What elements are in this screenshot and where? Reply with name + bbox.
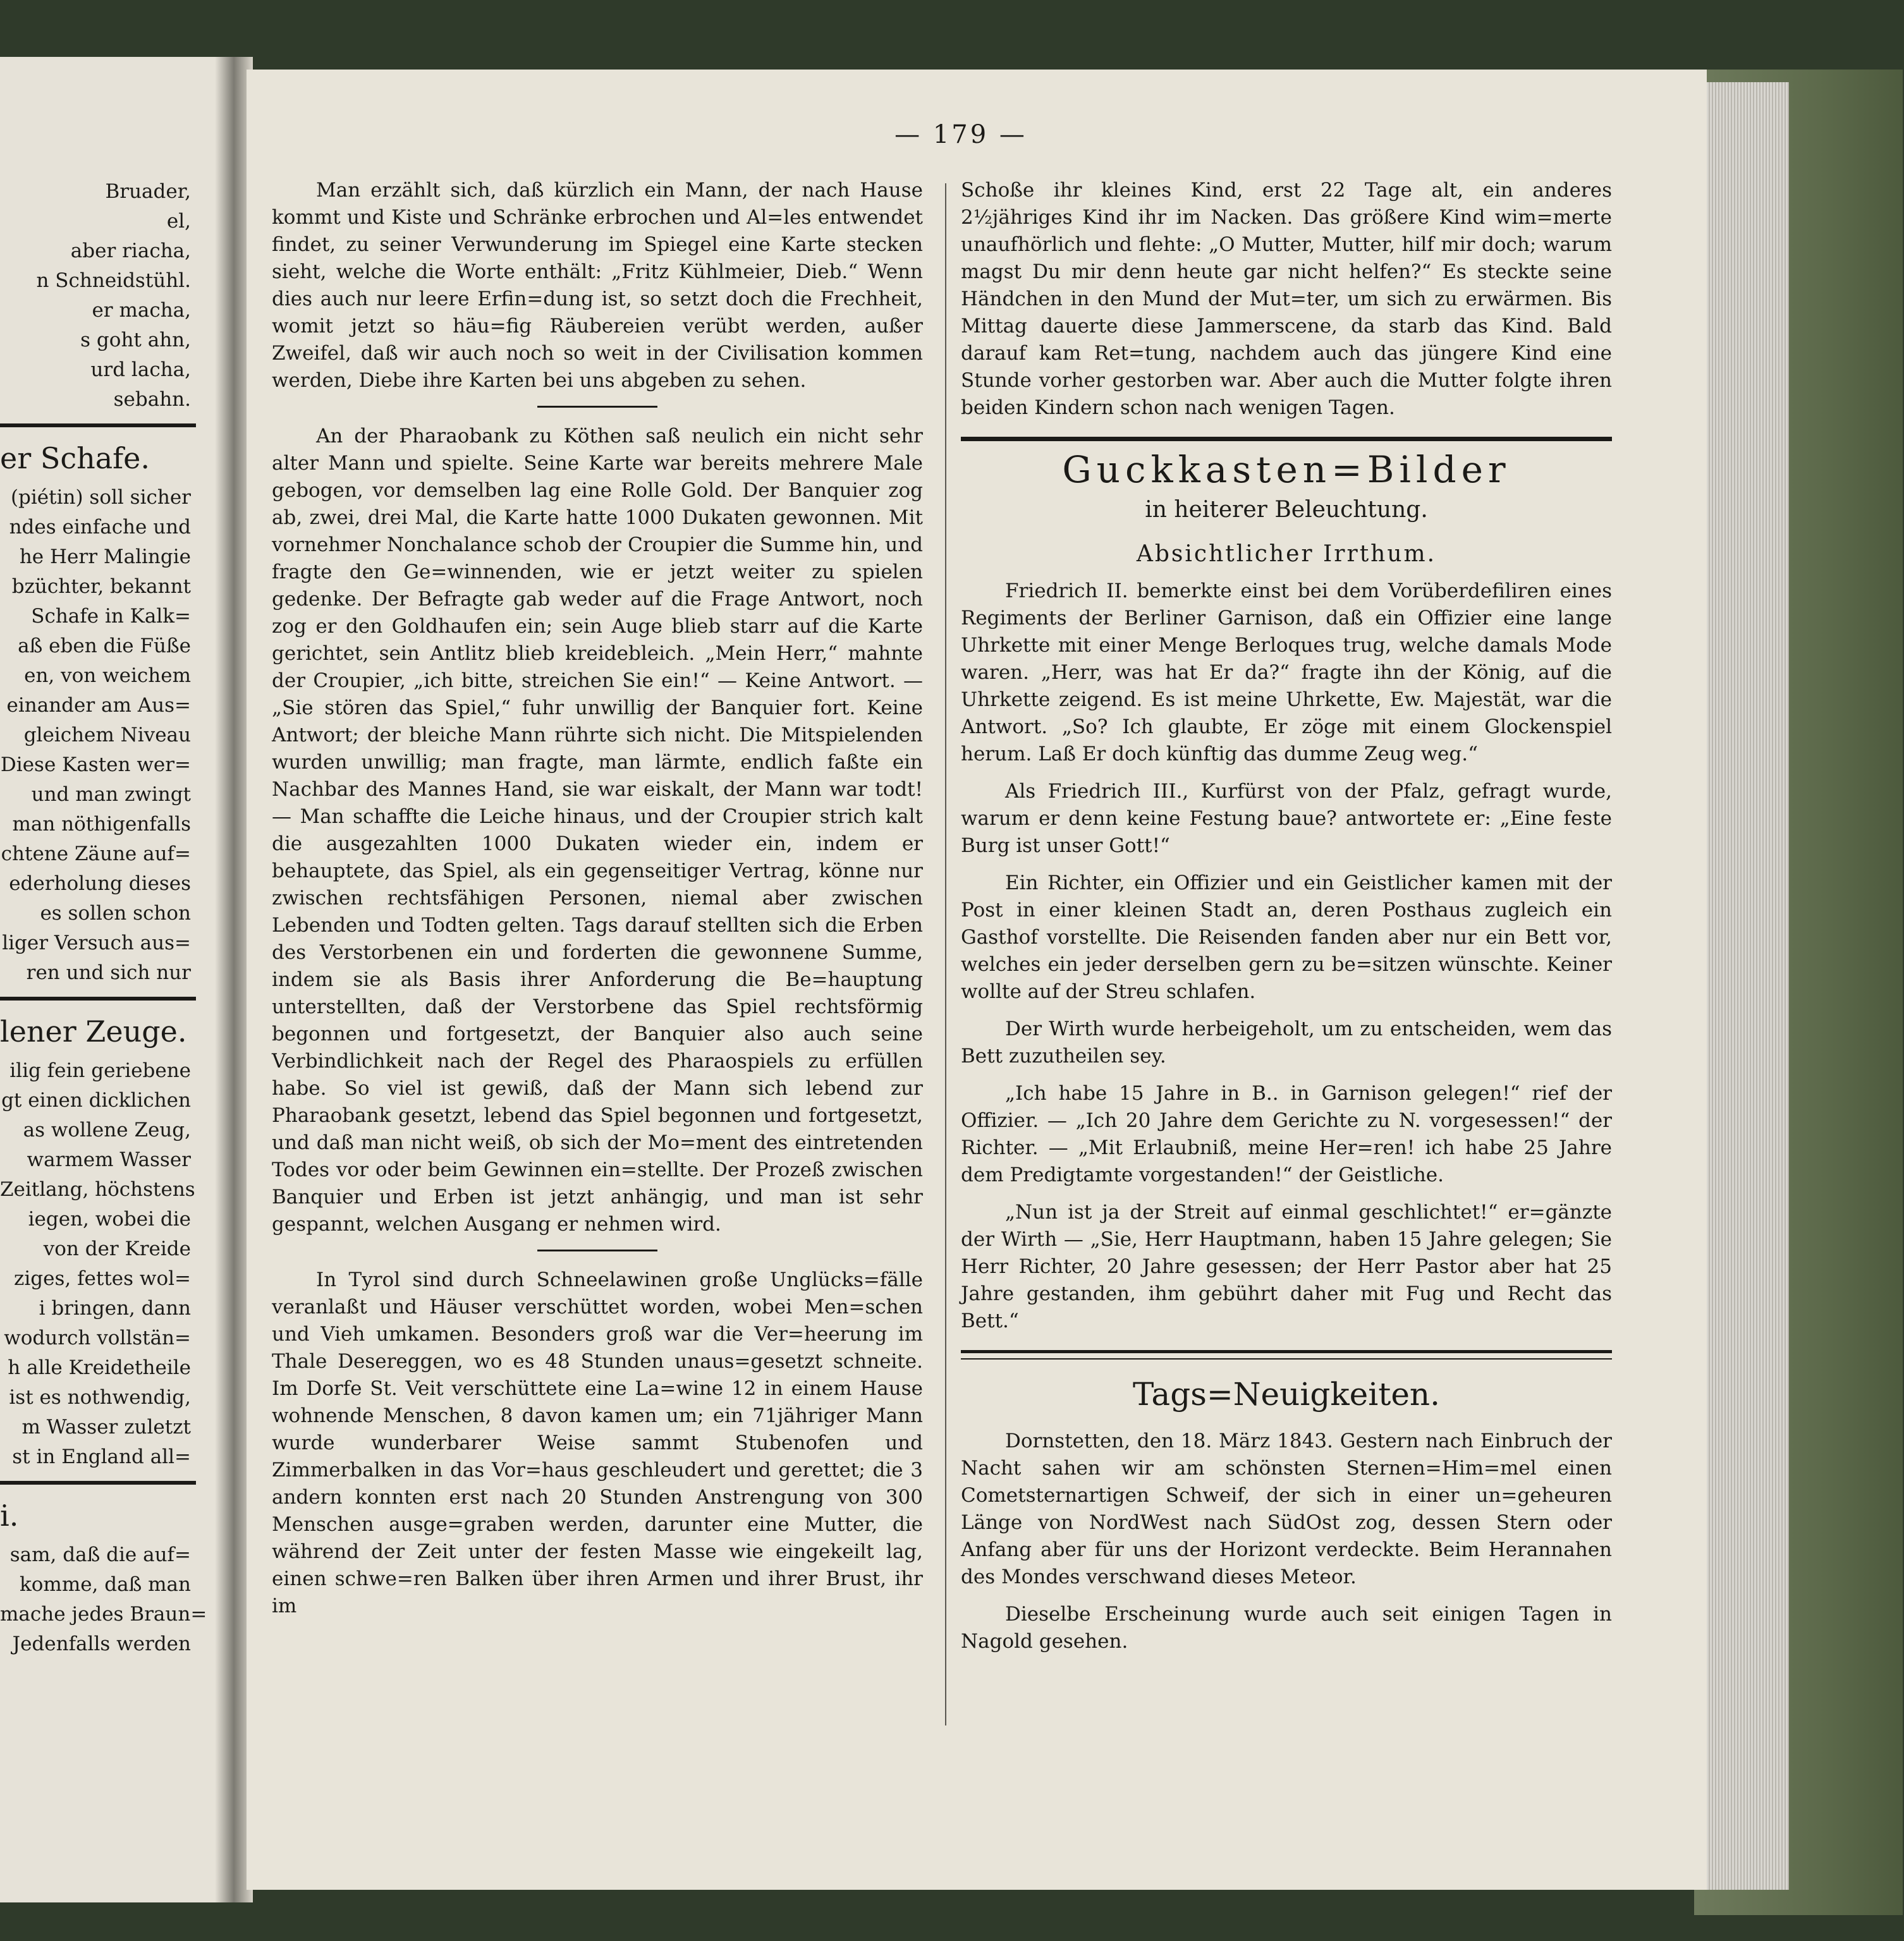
anecdote-title: Absichtlicher Irrthum. (1136, 541, 1437, 567)
left-page-line: Schafe in Kalk= (31, 605, 191, 628)
left-page-line: warmem Wasser (27, 1148, 191, 1171)
left-page-line: ilig fein geriebene (9, 1059, 191, 1082)
separator-rule (537, 406, 657, 408)
left-page-line: einander am Aus= (6, 694, 191, 717)
left-page-line: sam, daß die auf= (9, 1543, 191, 1566)
left-page-line: i bringen, dann (39, 1297, 191, 1320)
left-page-line: st in England all= (12, 1445, 191, 1468)
left-page-line: aber riacha, (70, 240, 191, 262)
left-page (0, 57, 221, 1902)
left-page-line: man nöthigenfalls (12, 813, 191, 836)
left-heading-1: er Schafe. (0, 441, 150, 475)
left-page-line: as wollene Zeug, (23, 1119, 191, 1141)
section-rule (961, 437, 1612, 441)
left-page-line: Diese Kasten wer= (0, 753, 191, 776)
left-page-line: von der Kreide (43, 1238, 191, 1260)
section-rule (961, 1350, 1612, 1353)
page-edges (1700, 82, 1789, 1890)
left-page-line: n Schneidstühl. (36, 269, 191, 292)
left-page-line: s goht ahn, (80, 329, 191, 351)
left-page-line: el, (166, 210, 191, 233)
left-page-line: ist es nothwendig, (9, 1386, 191, 1409)
left-page-line: iegen, wobei die (28, 1208, 191, 1231)
left-page-line: ren und sich nur (26, 961, 191, 984)
left-page-line: urd lacha, (90, 358, 191, 381)
article-tyrol-continued: Schoße ihr kleines Kind, erst 22 Tage alt, ein anderes 2½jähriges Kind ihr im Nacken. Das größere Kind wim=merte unaufhörlich und flehte: „O Mutter, Mutter, hilf mir doch; warum magst Du mir denn heute gar nicht helfen?“ Es steckte seine Händchen in den Mund der Mut=ter, um sich zu erwärmen. Bis Mittag dauerte diese Jammerscene, da starb das Kind. Bald darauf kam Ret=tung, nachdem auch das jüngere Kind eine Stunde vorher gestorben war. Aber auch die Mutter folgte ihren beiden Kindern schon nach wenigen Tagen. (961, 179, 1612, 419)
anecdote-bed-dispute-3: „Ich habe 15 Jahre in B.. in Garnison gelegen!“ rief der Offizier. — „Ich 20 Jahre dem Gerichte zu N. vorgesessen!“ der Richter. — „Mit Erlaubniß, meine Her=ren! ich habe 25 Jahre dem Predigtamte vorgestanden!“ der Geistliche. (961, 1082, 1612, 1186)
left-page-line: h alle Kreidetheile (8, 1356, 191, 1379)
left-page-line: mache jedes Braun= (0, 1603, 207, 1626)
column-left (272, 177, 923, 1630)
left-page-line: ziges, fettes wol= (14, 1267, 191, 1290)
article-pharaobank: An der Pharaobank zu Köthen saß neulich ein nicht sehr alter Mann und spielte. Seine Karte war bereits mehrere Male gebogen, vor demselben lag eine Rolle Gold. Der Banquier zog ab, zwei, drei Mal, die Karte hatte 1000 Dukaten gewonnen. Mit vornehmer Nonchalance schob der Croupier die Summe hin, und fragte den Ge=winnenden, wie er jetzt weiter zu spielen gedenke. Der Befragte gab weder auf die Frage Antwort, noch zog er den Goldhaufen ein; sein Auge blieb starr auf die Karte gerichtet, sein Antlitz blieb kreidebleich. „Mein Herr,“ mahnte der Croupier, „ich bitte, streichen Sie ein!“ — Keine Antwort. — „Sie stören das Spiel,“ fuhr unwillig der Banquier fort. Keine Antwort; der bleiche Mann rührte sich nicht. Die Mitspielenden wurden unwillig; man fragte, man lärmte, endlich faßte ein Nachbar des Mannes Hand, sie war eiskalt, der Mann war todt! — Man schaffte die Leiche hinaus, und der Croupier strich kalt die ausgezahlten 1000 Dukaten wieder ein, indem er behauptete, das Spiel, als ein gegenseitiger Vertrag, könne nur zwischen rechtsfähigen Personen, niemal aber zwischen Lebenden und Todten gelten. Tags darauf stellten sich die Erben des Verstorbenen ein und forderten die gewonnene Summe, indem sie als Basis ihrer Anforderung die Be=hauptung unterstellten, daß der Verstorbene das Spiel rechtsförmig begonnen und fortgesetzt, der Banquier also auch seine Verbindlichkeit nach der Regel des Pharaospiels zu erfüllen habe. So viel ist gewiß, daß der Mann sich lebend zur Pharaobank gesetzt, lebend das Spiel begonnen und fortgesetzt, und daß man nicht weiß, ob sich der Mo=ment des eintretenden Todes vor oder beim Gewinnen ein=stellte. Der Prozeß zwischen Banquier und Erben ist jetzt anhängig, und man ist sehr gespannt, welchen Ausgang er nehmen wird. (272, 425, 923, 1236)
anecdote-friedrich-ii: Friedrich II. bemerkte einst bei dem Vorüberdefiliren eines Regiments der Berliner Garnison, daß ein Offizier eine lange Uhrkette mit einer Menge Berloques trug, welche damals Mode waren. „Herr, was hat Er da?“ fragte ihn der König, auf die Uhrkette zeigend. Es ist meine Uhrkette, Ew. Majestät, war die Antwort. „So? Ich glaubte, Er zöge mit einem Glockenspiel herum. Laß Er doch künftig das dumme Zeug weg.“ (961, 580, 1612, 765)
left-page-line: m Wasser zuletzt (21, 1416, 191, 1439)
left-page-line: bzüchter, bekannt (11, 575, 191, 598)
news-title: Tags=Neuigkeiten. (1132, 1376, 1441, 1413)
left-page-column (0, 177, 209, 1659)
left-middle-block (0, 483, 209, 988)
anecdote-friedrich-iii: Als Friedrich III., Kurfürst von der Pfalz, gefragt wurde, warum er denn keine Festung baue? antwortete er: „Eine feste Burg ist unser Gott!“ (961, 780, 1612, 857)
left-page-line: liger Versuch aus= (2, 932, 191, 954)
separator-rule (537, 1250, 657, 1251)
left-page-line: und man zwingt (31, 783, 191, 806)
left-page-line: aß eben die Füße (18, 635, 191, 657)
section-rule-thin (961, 1358, 1612, 1360)
left-page-line: es sollen schon (40, 902, 191, 925)
left-bottom-block (0, 1540, 209, 1659)
left-page-line: gt einen dicklichen (1, 1089, 191, 1112)
left-page-line: he Herr Malingie (19, 545, 191, 568)
left-page-line: sebahn. (113, 388, 191, 411)
left-page-line: en, von weichem (24, 664, 191, 687)
column-divider (945, 183, 946, 1725)
left-heading-2: lener Zeuge. (0, 1014, 187, 1049)
left-top-block (0, 177, 209, 415)
left-rule (0, 1481, 196, 1485)
left-page-line: Bruader, (105, 180, 191, 203)
left-page-line: Zeitlang, höchstens (0, 1178, 195, 1201)
anecdote-bed-dispute-4: „Nun ist ja der Streit auf einmal geschlichtet!“ er=gänzte der Wirth — „Sie, Herr Hauptmann, haben 15 Jahre gelegen; Sie Herr Richter, 20 Jahre gesessen; der Herr Pastor aber hat 25 Jahre gestanden, ihm gebührt daher mit Fug und Recht das Bett.“ (961, 1201, 1612, 1332)
left-page-line: (piétin) soll sicher (10, 486, 191, 509)
left-page-line: komme, daß man (19, 1573, 191, 1596)
left-page-line: er macha, (92, 299, 191, 322)
left-page-line: gleichem Niveau (23, 724, 191, 746)
article-tyrol-avalanche: In Tyrol sind durch Schneelawinen große Unglücks=fälle veranlaßt und Häuser verschüttet worden, wobei Men=schen und Vieh umkamen. Besonders groß war die Ver=heerung im Thale Desereggen, wo es 48 Stunden unaus=gesetzt schneite. Im Dorfe St. Veit verschüttete eine La=wine 12 in einem Hause wohnende Menschen, 8 davon kamen um; ein 71jähriger Mann wurde wunderbarer Weise sammt Stubenofen und Zimmerbalken in das Vor=haus geschleudert und gerettet; die 3 andern konnten erst nach 20 Stunden Anstrengung von 300 Menschen ausge=graben werden, darunter eine Mutter, die während der Zeit unter der festen Masse wie eingekeilt lag, einen schwe=ren Balken über ihren Armen und ihrer Brust, ihr im (272, 1269, 923, 1617)
anecdote-bed-dispute: Ein Richter, ein Offizier und ein Geistlicher kamen mit der Post in einer kleinen Stadt an, deren Posthaus zugleich ein Gasthof vorstellte. Die Reisenden fanden aber nur ein Bett vor, welches ein jeder derselben gern zu be=sitzen wünschte. Keiner wollte auf der Streu schlafen. (961, 872, 1612, 1003)
left-page-line: wodurch vollstän= (4, 1327, 191, 1349)
news-comet: Dornstetten, den 18. März 1843. Gestern nach Einbruch der Nacht sahen wir am schönsten Sternen=Him=mel einen Cometsternartigen Schweif, der sich in einer un=geheuren Länge von NordWest nach SüdOst zog, dessen Stern oder Anfang aber für uns der Horizont verdeckte. Beim Herannahen des Mondes verschwand dieses Meteor. (961, 1430, 1612, 1588)
left-lower-block (0, 1056, 209, 1472)
left-page-line: ndes einfache und (9, 516, 191, 538)
left-page-line: chtene Zäune auf= (1, 843, 191, 865)
left-heading-3: i. (0, 1499, 19, 1533)
left-page-line: ederholung dieses (9, 872, 191, 895)
news-comet-2: Dieselbe Erscheinung wurde auch seit einigen Tagen in Nagold gesehen. (961, 1603, 1612, 1653)
left-rule (0, 997, 196, 1001)
section-subtitle: in heiterer Beleuchtung. (1145, 497, 1428, 523)
section-title: Guckkasten=Bilder (1062, 448, 1511, 491)
page-number: — 179 — (894, 120, 1027, 149)
left-page-line: Jedenfalls werden (12, 1633, 191, 1655)
anecdote-bed-dispute-2: Der Wirth wurde herbeigeholt, um zu entscheiden, wem das Bett zuzutheilen sey. (961, 1018, 1612, 1068)
left-rule (0, 423, 196, 427)
article-stolen-card: Man erzählt sich, daß kürzlich ein Mann, der nach Hause kommt und Kiste und Schränke erbrochen und Al=les entwendet findet, zu seiner Verwunderung im Spiegel eine Karte stecken sieht, welche die Worte enthält: „Fritz Kühlmeier, Dieb.“ Wenn dies auch nur leere Erfin=dung ist, so setzt doch die Frechheit, womit jetzt so häu=fig Räubereien verübt werden, außer Zweifel, daß wir auch noch so weit in der Civilisation kommen werden, Diebe ihre Karten bei uns abgeben zu sehen. (272, 179, 923, 392)
column-right (961, 177, 1612, 1665)
